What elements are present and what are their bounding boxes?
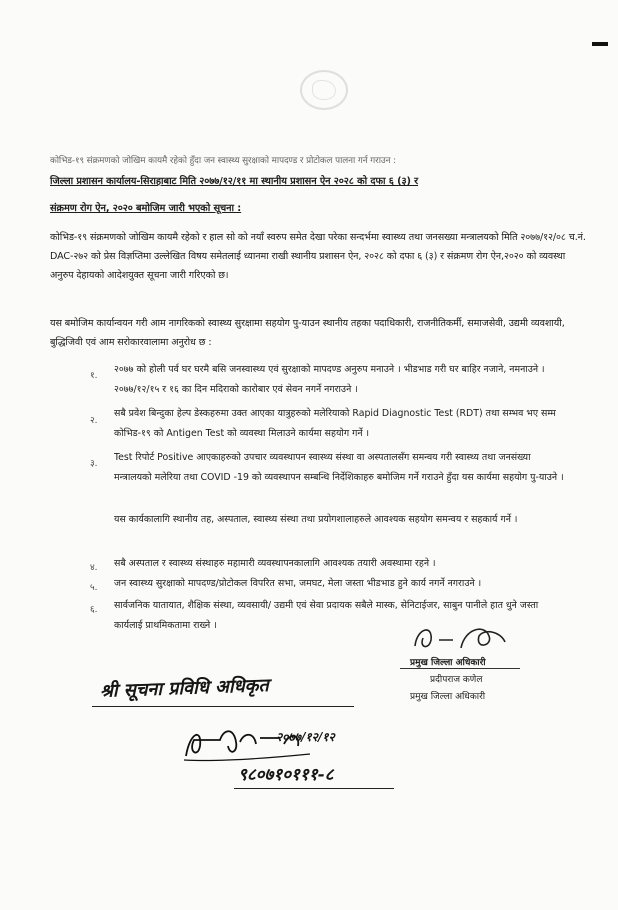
paragraph-1: कोभिड-१९ संक्रमणको जोखिम कायमै रहेको र हाल सो को नयाँ स्वरुप समेत देखा परेका सन्दर्भमा स्वास्थ्य तथा जनसख्या मन्त्रालयको मिति २०७७/१२/०८ च.नं. DAC-२७२ को प्रेस विज्ञप्तिमा उल्लेखित विषय समेतलाई ध्यानमा राखी स्थानीय प्रशासन ऐन, २०२८ को दफा ६ (३) र संक्रमण रोग ऐन,२०२० को व्यवस्था अनुरुप देहायको आदेशयुक्त सूचना जारी गरिएको छ। bbox=[50, 232, 586, 281]
list-item: Test रिपोर्ट Positive आएकाहरुको उपचार व्यवस्थापन स्वास्थ्य संस्था वा अस्पतालसँग समन्वय गरी स्वास्थ्य तथा जनसंख्या मन्त्रालयको मलेरिया तथा COVID -19 को व्यवस्थापन सम्बन्धि निर्देशिकाहरु बमोजिम गर्ने गराउने हुँदा यस कार्यमा सहयोग पु-याउने । bbox=[114, 452, 564, 483]
list-item: यस कार्यकालागि स्थानीय तह, अस्पताल, स्वास्थ्य संस्था तथा प्रयोगशालाहरुले आवश्यक सहयोग समन्वय र सहकार्य गर्ने । bbox=[114, 514, 518, 525]
number-underline bbox=[234, 788, 394, 789]
signatory-name: प्रदीपराज कणेल bbox=[430, 675, 483, 685]
list-item: २०७७ को होली पर्व घर घरमै बसि जनस्वास्थ्य एवं सुरक्षाको मापदण्ड अनुरुप मनाउने । भीडभाड गरी घर बाहिर नजाने, नमनाउने । २०७७/१२/१५ र १६ का दिन मदिराको कारोबार एवं सेवन नगर्ने नगराउने । bbox=[114, 364, 545, 395]
notice-title-line1: जिल्ला प्रशासन कार्यालय-सिराहाबाट मिति २०७७/१२/११ मा स्थानीय प्रशासन ऐन २०२८ को दफा ६ (३) र bbox=[50, 176, 419, 187]
signature-underline bbox=[400, 668, 520, 669]
item-number: ३. bbox=[90, 459, 98, 469]
notice-title-line2: संक्रमण रोग ऐन, २०२० बमोजिम जारी भएको सूचना : bbox=[50, 203, 242, 214]
signatory-title-top: प्रमुख जिल्ला अधिकारी bbox=[410, 658, 486, 668]
list-item: सबै प्रवेश बिन्दुका हेल्प डेस्कहरुमा उक्त आएका यात्रुहरुको मलेरियाको Rapid Diagnostic Test (RDT) तथा सम्भव भए सम्म कोभिड-१९ को Antigen Test को व्यवस्था मिलाउने कार्यमा सहयोग गर्ने । bbox=[114, 408, 556, 439]
list-item: जन स्वास्थ्य सुरक्षाको मापदण्ड/प्रोटोकल विपरित सभा, जमघट, मेला जस्ता भीडभाड हुने कार्य नगर्ने नगराउने । bbox=[114, 578, 482, 589]
item-number: ५. bbox=[90, 583, 98, 593]
note-underline bbox=[92, 706, 354, 707]
scan-mark bbox=[592, 42, 608, 46]
faint-seal-watermark bbox=[300, 70, 348, 110]
item-number: ४. bbox=[90, 563, 98, 573]
handwritten-date: २०७७/१२/१२ bbox=[276, 730, 335, 744]
handwritten-note: श्री सूचना प्रविधि अधिकृत bbox=[99, 675, 270, 702]
handwritten-number: ९८०७१०१११-८ bbox=[238, 765, 334, 785]
item-number: २. bbox=[90, 416, 98, 426]
list-item: सबै अस्पताल र स्वास्थ्य संस्थाहरु महामारी व्यवस्थापनकालागि आवश्यक तयारी अवस्थामा रहने । bbox=[114, 558, 436, 569]
intro-line: कोभिड-१९ संक्रमणको जोखिम कायमै रहेको हुँदा जन स्वास्थ्य सुरक्षाको मापदण्ड र प्रोटोकल पालना गर्न गराउन : bbox=[50, 156, 396, 166]
item-number: ६. bbox=[90, 605, 98, 615]
officer-signature bbox=[405, 618, 525, 658]
signatory-designation: प्रमुख जिल्ला अधिकारी bbox=[410, 692, 486, 702]
list-item: सार्वजनिक यातायात, शैक्षिक संस्था, व्यवसायी/ उद्यमी एवं सेवा प्रदायक सबैले मास्क, सेनिटाईजर, साबुन पानीले हात धुने जस्ता कार्यलाई प्राथमिकतामा राख्ने । bbox=[114, 600, 539, 631]
item-number: १. bbox=[90, 371, 98, 381]
paragraph-2: यस बमोजिम कार्यान्वयन गरी आम नागरिकको स्वास्थ्य सुरक्षामा सहयोग पु-याउन स्थानीय तहका पदाधिकारी, राजनीतिकर्मी, समाजसेवी, उद्यमी व्यवशायी, बुद्धिजिवी एवं आम सरोकारवालामा अनुरोध छ : bbox=[50, 318, 565, 348]
